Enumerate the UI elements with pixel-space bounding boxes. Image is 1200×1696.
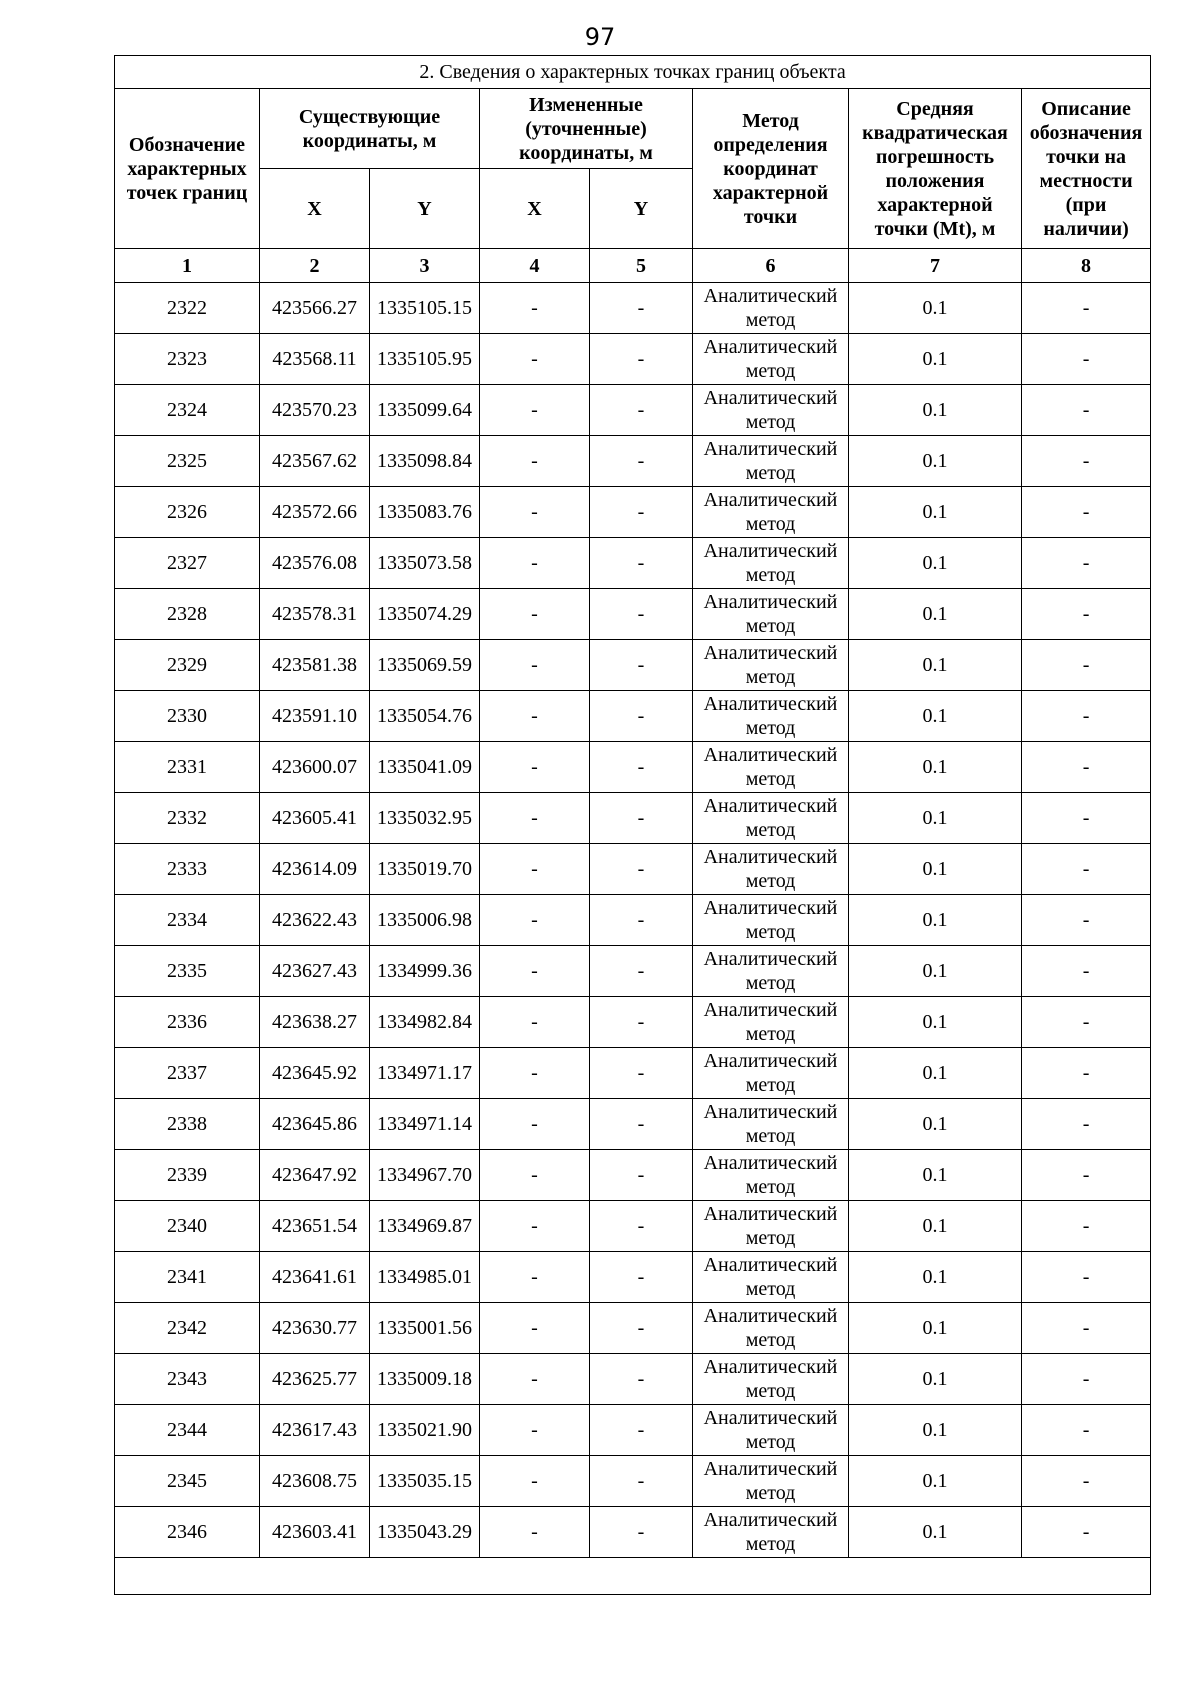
- y-coord-cell: 1334971.17: [370, 1048, 480, 1099]
- x-new-cell: -: [480, 997, 590, 1048]
- y-new-cell: -: [590, 1507, 693, 1558]
- x-coord-cell: 423591.10: [260, 691, 370, 742]
- description-cell: -: [1022, 1354, 1151, 1405]
- description-cell: -: [1022, 793, 1151, 844]
- point-cell: 2327: [115, 538, 260, 589]
- error-cell: 0.1: [849, 1252, 1022, 1303]
- table-row: [115, 793, 1151, 844]
- method-line: метод: [745, 972, 796, 994]
- header-existing-y: Y: [370, 169, 480, 249]
- column-number: 7: [849, 249, 1022, 283]
- point-cell: 2340: [115, 1201, 260, 1252]
- x-coord-cell: 423617.43: [260, 1405, 370, 1456]
- error-cell: 0.1: [849, 1201, 1022, 1252]
- y-coord-cell: 1335105.95: [370, 334, 480, 385]
- point-cell: 2343: [115, 1354, 260, 1405]
- point-cell: 2335: [115, 946, 260, 997]
- column-number: 4: [480, 249, 590, 283]
- method-line: метод: [745, 615, 796, 637]
- table-row: [115, 1150, 1151, 1201]
- table-row: [115, 1099, 1151, 1150]
- method-line: Аналитический: [703, 1509, 838, 1531]
- error-cell: 0.1: [849, 1048, 1022, 1099]
- method-cell: [693, 1048, 849, 1099]
- description-cell: -: [1022, 997, 1151, 1048]
- method-line: Аналитический: [703, 1152, 838, 1174]
- method-line: метод: [745, 462, 796, 484]
- table-row: [115, 538, 1151, 589]
- method-cell: [693, 1303, 849, 1354]
- y-coord-cell: 1335099.64: [370, 385, 480, 436]
- x-coord-cell: 423568.11: [260, 334, 370, 385]
- header-existing-coords: Существующие координаты, м: [260, 89, 480, 169]
- header-method: Метод определения координат характерной точки: [693, 89, 849, 249]
- table-row: [115, 283, 1151, 334]
- y-coord-cell: 1334969.87: [370, 1201, 480, 1252]
- header-changed-y: Y: [590, 169, 693, 249]
- method-cell: [693, 1405, 849, 1456]
- x-new-cell: -: [480, 1252, 590, 1303]
- method-line: Аналитический: [703, 489, 838, 511]
- description-cell: -: [1022, 946, 1151, 997]
- column-number: 6: [693, 249, 849, 283]
- column-number: 8: [1022, 249, 1151, 283]
- y-coord-cell: 1335073.58: [370, 538, 480, 589]
- method-line: метод: [745, 666, 796, 688]
- method-cell: [693, 793, 849, 844]
- method-cell: [693, 691, 849, 742]
- error-cell: 0.1: [849, 1456, 1022, 1507]
- description-cell: -: [1022, 1252, 1151, 1303]
- method-cell: [693, 640, 849, 691]
- point-cell: 2323: [115, 334, 260, 385]
- method-cell: [693, 1201, 849, 1252]
- y-new-cell: -: [590, 1303, 693, 1354]
- table-row: [115, 895, 1151, 946]
- table-row: [115, 1405, 1151, 1456]
- y-coord-cell: 1334999.36: [370, 946, 480, 997]
- x-new-cell: -: [480, 1456, 590, 1507]
- method-line: метод: [745, 1278, 796, 1300]
- x-new-cell: -: [480, 640, 590, 691]
- point-cell: 2331: [115, 742, 260, 793]
- x-new-cell: -: [480, 334, 590, 385]
- x-coord-cell: 423572.66: [260, 487, 370, 538]
- method-line: метод: [745, 921, 796, 943]
- method-line: метод: [745, 870, 796, 892]
- description-cell: -: [1022, 538, 1151, 589]
- x-coord-cell: 423600.07: [260, 742, 370, 793]
- description-cell: -: [1022, 487, 1151, 538]
- y-coord-cell: 1335054.76: [370, 691, 480, 742]
- table-row: [115, 589, 1151, 640]
- x-coord-cell: 423566.27: [260, 283, 370, 334]
- method-line: метод: [745, 1380, 796, 1402]
- column-number: 2: [260, 249, 370, 283]
- y-new-cell: -: [590, 1048, 693, 1099]
- method-line: Аналитический: [703, 540, 838, 562]
- section-title: 2. Сведения о характерных точках границ объекта: [115, 56, 1151, 89]
- x-coord-cell: 423625.77: [260, 1354, 370, 1405]
- method-cell: [693, 844, 849, 895]
- y-coord-cell: 1335006.98: [370, 895, 480, 946]
- point-cell: 2334: [115, 895, 260, 946]
- method-cell: [693, 1354, 849, 1405]
- table-row: [115, 691, 1151, 742]
- method-cell: [693, 1456, 849, 1507]
- table-row: [115, 640, 1151, 691]
- y-new-cell: -: [590, 895, 693, 946]
- error-cell: 0.1: [849, 538, 1022, 589]
- table-row: [115, 1507, 1151, 1558]
- description-cell: -: [1022, 385, 1151, 436]
- header-changed-coords: Измененные (уточненные) координаты, м: [480, 89, 693, 169]
- description-cell: -: [1022, 436, 1151, 487]
- x-coord-cell: 423647.92: [260, 1150, 370, 1201]
- page-number: 97: [584, 23, 616, 51]
- y-new-cell: -: [590, 334, 693, 385]
- method-line: Аналитический: [703, 744, 838, 766]
- point-cell: 2325: [115, 436, 260, 487]
- method-line: метод: [745, 1227, 796, 1249]
- point-cell: 2345: [115, 1456, 260, 1507]
- x-new-cell: -: [480, 895, 590, 946]
- x-coord-cell: 423578.31: [260, 589, 370, 640]
- error-cell: 0.1: [849, 691, 1022, 742]
- method-line: метод: [745, 360, 796, 382]
- method-cell: [693, 946, 849, 997]
- x-coord-cell: 423581.38: [260, 640, 370, 691]
- method-line: метод: [745, 564, 796, 586]
- x-new-cell: -: [480, 1201, 590, 1252]
- x-coord-cell: 423576.08: [260, 538, 370, 589]
- x-new-cell: -: [480, 1099, 590, 1150]
- y-new-cell: -: [590, 1405, 693, 1456]
- description-cell: -: [1022, 283, 1151, 334]
- description-cell: -: [1022, 1456, 1151, 1507]
- x-new-cell: -: [480, 589, 590, 640]
- method-line: Аналитический: [703, 1356, 838, 1378]
- description-cell: -: [1022, 1099, 1151, 1150]
- method-line: Аналитический: [703, 642, 838, 664]
- description-cell: -: [1022, 1303, 1151, 1354]
- header-existing-x: X: [260, 169, 370, 249]
- x-coord-cell: 423603.41: [260, 1507, 370, 1558]
- table-row: [115, 1303, 1151, 1354]
- y-new-cell: -: [590, 742, 693, 793]
- y-new-cell: -: [590, 844, 693, 895]
- table-row: [115, 487, 1151, 538]
- y-new-cell: -: [590, 589, 693, 640]
- point-cell: 2333: [115, 844, 260, 895]
- error-cell: 0.1: [849, 1303, 1022, 1354]
- description-cell: -: [1022, 1048, 1151, 1099]
- y-new-cell: -: [590, 538, 693, 589]
- method-cell: [693, 334, 849, 385]
- point-cell: 2329: [115, 640, 260, 691]
- y-coord-cell: 1335021.90: [370, 1405, 480, 1456]
- x-coord-cell: 423645.92: [260, 1048, 370, 1099]
- x-new-cell: -: [480, 691, 590, 742]
- x-new-cell: -: [480, 946, 590, 997]
- y-new-cell: -: [590, 691, 693, 742]
- method-line: Аналитический: [703, 591, 838, 613]
- y-coord-cell: 1335069.59: [370, 640, 480, 691]
- method-cell: [693, 1150, 849, 1201]
- method-line: метод: [745, 1482, 796, 1504]
- empty-footer-row: [115, 1558, 1151, 1595]
- method-line: метод: [745, 768, 796, 790]
- error-cell: 0.1: [849, 1099, 1022, 1150]
- x-new-cell: -: [480, 742, 590, 793]
- y-coord-cell: 1335035.15: [370, 1456, 480, 1507]
- point-cell: 2328: [115, 589, 260, 640]
- error-cell: 0.1: [849, 844, 1022, 895]
- method-line: Аналитический: [703, 387, 838, 409]
- y-coord-cell: 1334982.84: [370, 997, 480, 1048]
- method-cell: [693, 487, 849, 538]
- table-row: [115, 334, 1151, 385]
- y-new-cell: -: [590, 1252, 693, 1303]
- description-cell: -: [1022, 844, 1151, 895]
- method-line: Аналитический: [703, 285, 838, 307]
- table-row: [115, 436, 1151, 487]
- y-new-cell: -: [590, 385, 693, 436]
- method-line: Аналитический: [703, 1203, 838, 1225]
- x-coord-cell: 423605.41: [260, 793, 370, 844]
- error-cell: 0.1: [849, 1507, 1022, 1558]
- y-coord-cell: 1335105.15: [370, 283, 480, 334]
- method-line: Аналитический: [703, 1458, 838, 1480]
- point-cell: 2324: [115, 385, 260, 436]
- y-new-cell: -: [590, 436, 693, 487]
- x-new-cell: -: [480, 1354, 590, 1405]
- method-line: метод: [745, 1329, 796, 1351]
- description-cell: -: [1022, 1201, 1151, 1252]
- error-cell: 0.1: [849, 793, 1022, 844]
- error-cell: 0.1: [849, 589, 1022, 640]
- y-coord-cell: 1335083.76: [370, 487, 480, 538]
- point-cell: 2338: [115, 1099, 260, 1150]
- y-coord-cell: 1335009.18: [370, 1354, 480, 1405]
- y-coord-cell: 1334985.01: [370, 1252, 480, 1303]
- y-coord-cell: 1334967.70: [370, 1150, 480, 1201]
- column-number: 5: [590, 249, 693, 283]
- y-new-cell: -: [590, 487, 693, 538]
- x-coord-cell: 423641.61: [260, 1252, 370, 1303]
- point-cell: 2322: [115, 283, 260, 334]
- method-cell: [693, 1252, 849, 1303]
- x-new-cell: -: [480, 1150, 590, 1201]
- x-new-cell: -: [480, 487, 590, 538]
- error-cell: 0.1: [849, 1405, 1022, 1456]
- y-coord-cell: 1335043.29: [370, 1507, 480, 1558]
- error-cell: 0.1: [849, 334, 1022, 385]
- y-coord-cell: 1335032.95: [370, 793, 480, 844]
- method-cell: [693, 283, 849, 334]
- method-line: Аналитический: [703, 795, 838, 817]
- error-cell: 0.1: [849, 436, 1022, 487]
- method-line: Аналитический: [703, 846, 838, 868]
- x-coord-cell: 423567.62: [260, 436, 370, 487]
- description-cell: -: [1022, 742, 1151, 793]
- header-error: Средняя квадратическая погрешность положения характерной точки (Mt), м: [849, 89, 1022, 249]
- method-line: метод: [745, 1125, 796, 1147]
- y-new-cell: -: [590, 640, 693, 691]
- error-cell: 0.1: [849, 487, 1022, 538]
- x-new-cell: -: [480, 844, 590, 895]
- header-designation: Обозначение характерных точек границ: [115, 89, 260, 249]
- point-cell: 2332: [115, 793, 260, 844]
- error-cell: 0.1: [849, 742, 1022, 793]
- y-coord-cell: 1335098.84: [370, 436, 480, 487]
- y-coord-cell: 1335019.70: [370, 844, 480, 895]
- method-line: метод: [745, 1074, 796, 1096]
- point-cell: 2344: [115, 1405, 260, 1456]
- description-cell: -: [1022, 691, 1151, 742]
- description-cell: -: [1022, 895, 1151, 946]
- description-cell: -: [1022, 1405, 1151, 1456]
- method-line: Аналитический: [703, 1101, 838, 1123]
- table-row: [115, 1048, 1151, 1099]
- y-coord-cell: 1335041.09: [370, 742, 480, 793]
- method-line: Аналитический: [703, 336, 838, 358]
- boundary-points-table: [114, 55, 1151, 1595]
- error-cell: 0.1: [849, 283, 1022, 334]
- empty-footer-cell: [115, 1558, 1151, 1595]
- method-line: Аналитический: [703, 999, 838, 1021]
- point-cell: 2326: [115, 487, 260, 538]
- x-coord-cell: 423570.23: [260, 385, 370, 436]
- y-new-cell: -: [590, 1150, 693, 1201]
- point-cell: 2337: [115, 1048, 260, 1099]
- method-cell: [693, 589, 849, 640]
- description-cell: -: [1022, 640, 1151, 691]
- y-new-cell: -: [590, 1201, 693, 1252]
- x-new-cell: -: [480, 283, 590, 334]
- table-row: [115, 385, 1151, 436]
- x-coord-cell: 423622.43: [260, 895, 370, 946]
- method-line: Аналитический: [703, 693, 838, 715]
- y-new-cell: -: [590, 1099, 693, 1150]
- x-new-cell: -: [480, 1405, 590, 1456]
- table-row: [115, 742, 1151, 793]
- description-cell: -: [1022, 1150, 1151, 1201]
- error-cell: 0.1: [849, 946, 1022, 997]
- description-cell: -: [1022, 589, 1151, 640]
- point-cell: 2341: [115, 1252, 260, 1303]
- method-line: метод: [745, 1431, 796, 1453]
- method-line: метод: [745, 309, 796, 331]
- y-coord-cell: 1335074.29: [370, 589, 480, 640]
- point-cell: 2339: [115, 1150, 260, 1201]
- method-line: Аналитический: [703, 1407, 838, 1429]
- method-cell: [693, 538, 849, 589]
- y-new-cell: -: [590, 793, 693, 844]
- method-line: метод: [745, 1176, 796, 1198]
- method-line: Аналитический: [703, 438, 838, 460]
- table-row: [115, 1354, 1151, 1405]
- table-row: [115, 844, 1151, 895]
- method-cell: [693, 742, 849, 793]
- method-line: метод: [745, 513, 796, 535]
- error-cell: 0.1: [849, 640, 1022, 691]
- method-line: метод: [745, 717, 796, 739]
- error-cell: 0.1: [849, 997, 1022, 1048]
- table-row: [115, 1456, 1151, 1507]
- x-coord-cell: 423638.27: [260, 997, 370, 1048]
- y-coord-cell: 1335001.56: [370, 1303, 480, 1354]
- method-cell: [693, 1507, 849, 1558]
- table-row: [115, 997, 1151, 1048]
- method-line: метод: [745, 819, 796, 841]
- header-description: Описание обозначения точки на местности (при наличии): [1022, 89, 1151, 249]
- x-coord-cell: 423630.77: [260, 1303, 370, 1354]
- point-cell: 2342: [115, 1303, 260, 1354]
- method-line: Аналитический: [703, 948, 838, 970]
- method-line: Аналитический: [703, 1254, 838, 1276]
- description-cell: -: [1022, 334, 1151, 385]
- x-coord-cell: 423627.43: [260, 946, 370, 997]
- x-new-cell: -: [480, 793, 590, 844]
- error-cell: 0.1: [849, 1150, 1022, 1201]
- x-new-cell: -: [480, 385, 590, 436]
- x-coord-cell: 423608.75: [260, 1456, 370, 1507]
- method-line: Аналитический: [703, 1050, 838, 1072]
- x-new-cell: -: [480, 436, 590, 487]
- point-cell: 2336: [115, 997, 260, 1048]
- x-coord-cell: 423651.54: [260, 1201, 370, 1252]
- header-changed-x: X: [480, 169, 590, 249]
- method-cell: [693, 436, 849, 487]
- error-cell: 0.1: [849, 895, 1022, 946]
- point-cell: 2346: [115, 1507, 260, 1558]
- error-cell: 0.1: [849, 385, 1022, 436]
- table-row: [115, 946, 1151, 997]
- method-line: Аналитический: [703, 897, 838, 919]
- x-new-cell: -: [480, 1303, 590, 1354]
- method-cell: [693, 997, 849, 1048]
- x-coord-cell: 423614.09: [260, 844, 370, 895]
- x-new-cell: -: [480, 538, 590, 589]
- x-new-cell: -: [480, 1507, 590, 1558]
- method-line: метод: [745, 411, 796, 433]
- method-line: метод: [745, 1023, 796, 1045]
- method-cell: [693, 385, 849, 436]
- y-new-cell: -: [590, 997, 693, 1048]
- column-number-row: [115, 249, 1151, 283]
- column-number: 3: [370, 249, 480, 283]
- column-number: 1: [115, 249, 260, 283]
- y-new-cell: -: [590, 1456, 693, 1507]
- x-coord-cell: 423645.86: [260, 1099, 370, 1150]
- table-row: [115, 1252, 1151, 1303]
- method-line: метод: [745, 1533, 796, 1555]
- y-new-cell: -: [590, 946, 693, 997]
- y-new-cell: -: [590, 1354, 693, 1405]
- method-line: Аналитический: [703, 1305, 838, 1327]
- error-cell: 0.1: [849, 1354, 1022, 1405]
- method-cell: [693, 895, 849, 946]
- y-new-cell: -: [590, 283, 693, 334]
- description-cell: -: [1022, 1507, 1151, 1558]
- point-cell: 2330: [115, 691, 260, 742]
- method-cell: [693, 1099, 849, 1150]
- y-coord-cell: 1334971.14: [370, 1099, 480, 1150]
- x-new-cell: -: [480, 1048, 590, 1099]
- table-row: [115, 1201, 1151, 1252]
